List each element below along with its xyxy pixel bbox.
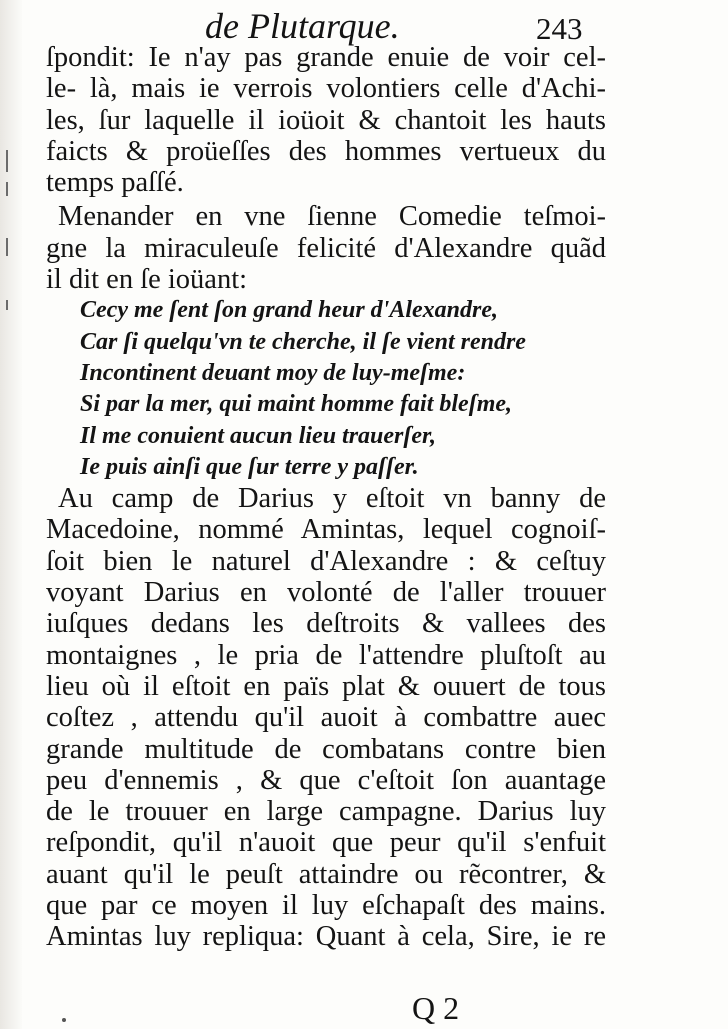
gutter-mark: [6, 238, 8, 256]
signature-mark: Q 2: [412, 990, 460, 1026]
text-line: les, ſur laquelle il ioüoit & chantoit les hauts: [46, 104, 606, 136]
text-line: montaignes , le pria de l'attendre pluſtoſt au: [46, 639, 606, 671]
running-title: de Plutarque.: [205, 6, 400, 46]
page-gutter: [0, 0, 22, 1029]
text-line: gne la miraculeuſe felicité d'Alexandre quãd: [46, 232, 606, 264]
paragraph-3: [46, 483, 606, 952]
paragraph-1: [46, 42, 606, 198]
ink-speck: [62, 1018, 66, 1022]
text-line: le- là, mais ie verrois volontiers celle d'Achi-: [46, 73, 606, 105]
text-line: Menander en vne ſienne Comedie teſmoi-: [58, 201, 606, 233]
text-line: il dit en ſe ioüant:: [46, 264, 248, 296]
text-line: voyant Darius en volonté de l'aller trouuer: [46, 577, 606, 609]
text-line: ſoit bien le naturel d'Alexandre : & ceſtuy: [46, 545, 606, 577]
verse-line: Cecy me ſent ſon grand heur d'Alexandre,: [80, 297, 498, 324]
verse-quotation: [46, 295, 606, 483]
gutter-mark: [6, 150, 8, 172]
verse-line: Si par la mer, qui maint homme fait bleſme,: [80, 391, 513, 418]
page-number: 243: [536, 11, 583, 46]
verse-line: Car ſi quelqu'vn te cherche, il ſe vient rendre: [80, 328, 526, 355]
text-line: de le trouuer en large campagne. Darius luy: [46, 796, 606, 828]
text-line: peu d'ennemis , & que c'eſtoit ſon auantage: [46, 764, 606, 796]
text-line: faicts & proüeſſes des hommes vertueux du: [46, 135, 606, 167]
text-line: reſpondit, qu'il n'auoit que peur qu'il s'enfuit: [46, 827, 606, 859]
gutter-mark: [6, 182, 8, 196]
text-line: grande multitude de combatans contre bien: [46, 733, 606, 765]
text-line: iuſques dedans les deſtroits & vallees des: [46, 608, 606, 640]
text-line: auant qu'il le peuſt attaindre ou rẽcontrer, &: [46, 858, 606, 890]
text-line: temps paſſé.: [46, 167, 184, 199]
text-line: Macedoine, nommé Amintas, lequel cognoiſ-: [46, 514, 606, 546]
text-line: Amintas luy repliqua: Quant à cela, Sire, ie re: [46, 921, 606, 953]
text-line: coſtez , attendu qu'il auoit à combattre auec: [46, 702, 606, 734]
gutter-mark: [6, 300, 8, 310]
text-line: ſpondit: Ie n'ay pas grande enuie de voir cel-: [46, 42, 606, 73]
text-line: que par ce moyen il luy eſchapaſt des mains.: [46, 890, 606, 922]
main-text: [46, 42, 606, 953]
text-line: lieu où il eſtoit en païs plat & ouuert de tous: [46, 670, 606, 702]
verse-line: Ie puis ainſi que ſur terre y paſſer.: [80, 453, 419, 480]
verse-line: Il me conuient aucun lieu trauerſer,: [80, 422, 437, 449]
text-line: Au camp de Darius y eſtoit vn banny de: [58, 483, 606, 515]
paragraph-2: [46, 201, 606, 295]
verse-line: Incontinent deuant moy de luy-meſme:: [80, 359, 466, 386]
